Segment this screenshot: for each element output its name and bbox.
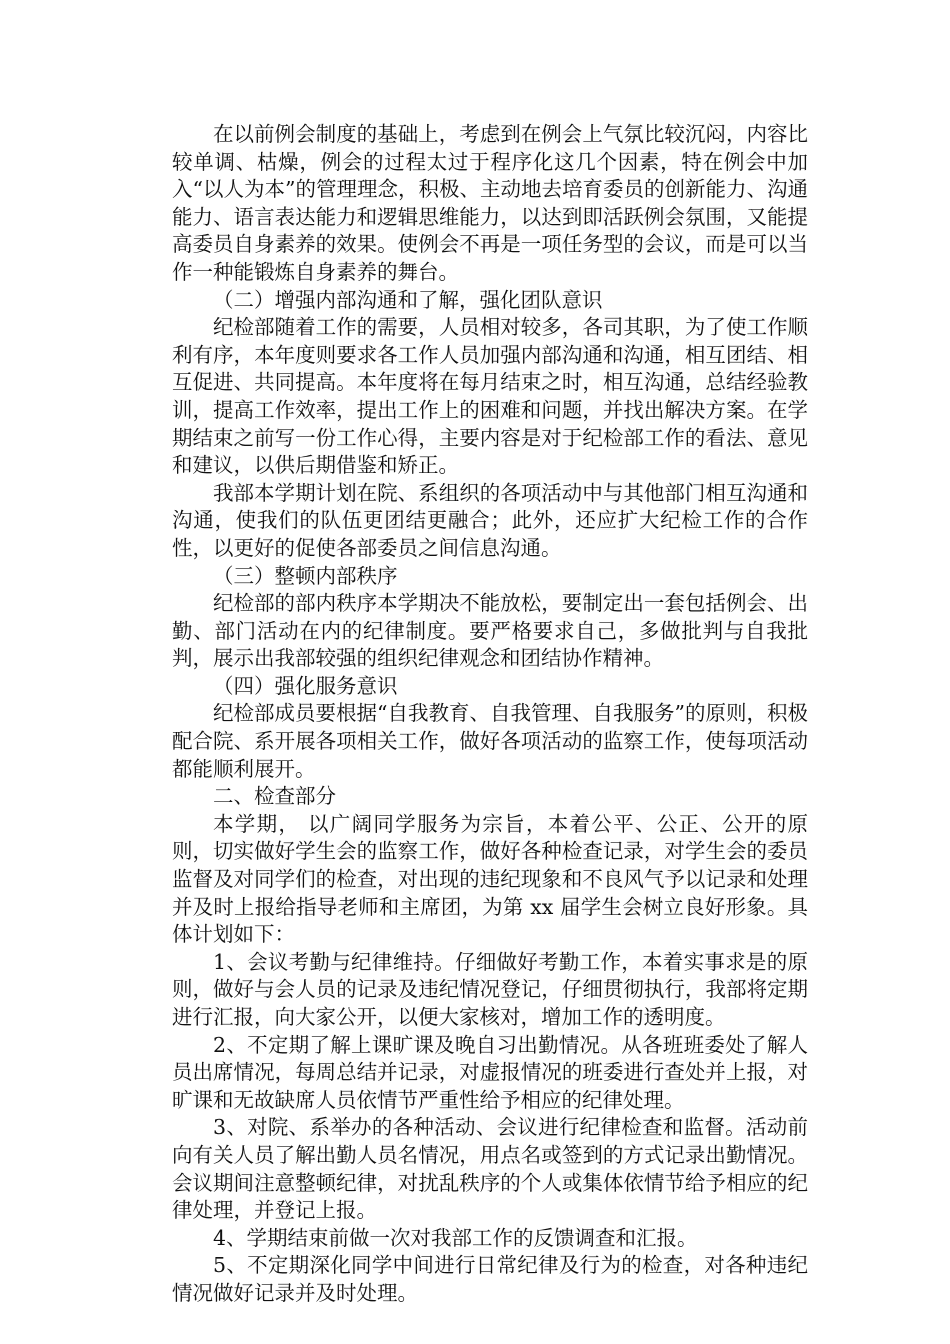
paragraph-internal-communication: 纪检部随着工作的需要，人员相对较多，各司其职，为了使工作顺利有序，本年度则要求各工作人员加强内部沟通和沟通，相互团结、相互促进、共同提高。本年度将在每月结束之时，相互沟通，总结经验教训，提高工作效率，提出工作上的困难和问题，并找出解决方案。在学期结束之前写一份工作心得，主要内容是对于纪检部工作的看法、意见和建议，以供后期借鉴和矫正。 [172,315,808,478]
list-item-daily-inspection: 5、不定期深化同学中间进行日常纪律及行为的检查，对各种违纪情况做好记录并及时处理。 [172,1253,808,1305]
list-item-event-supervision: 3、对院、系举办的各种活动、会议进行纪律检查和监督。活动前向有关人员了解出勤人员名情况，用点名或签到的方式记录出勤情况。会议期间注意整顿纪律，对扰乱秩序的个人或集体依情节给予相应的纪律处理，并登记上报。 [172,1115,808,1223]
paragraph-inspection-intro: 本学期， 以广阔同学服务为宗旨，本着公平、公正、公开的原则，切实做好学生会的监察工作，做好各种检查记录，对学生会的委员监督及对同学们的检查，对出现的违纪现象和不良风气予以记录和处理并及时上报给指导老师和主席团，为第 xx 届学生会树立良好形象。具体计划如下： [172,811,808,947]
list-item-feedback: 4、学期结束前做一次对我部工作的反馈调查和汇报。 [213,1225,698,1250]
list-item-class-attendance: 2、不定期了解上课旷课及晚自习出勤情况。从各班班委处了解人员出席情况，每周总结并记录，对虚报情况的班委进行查处并上报，对旷课和无故缺席人员依情节严重性给予相应的纪律处理。 [172,1032,808,1112]
paragraph-meeting-system: 在以前例会制度的基础上，考虑到在例会上气氛比较沉闷，内容比较单调、枯燥，例会的过程太过于程序化这几个因素，特在例会中加入“以人为本”的管理理念，积极、主动地去培育委员的创新能力、沟通能力、语言表达能力和逻辑思维能力，以达到即活跃例会氛围，又能提高委员自身素养的效果。使例会不再是一项任务型的会议，而是可以当作一种能锻炼自身素养的舞台。 [172,122,808,284]
list-item-attendance: 1、会议考勤与纪律维持。仔细做好考勤工作，本着实事求是的原则，做好与会人员的记录及违纪情况登记，仔细贯彻执行，我部将定期进行汇报，向大家公开，以便大家核对，增加工作的透明度。 [172,949,808,1029]
document-page [172,121,808,1308]
paragraph-internal-order: 纪检部的部内秩序本学期决不能放松，要制定出一套包括例会、出勤、部门活动在内的纪律制度。要严格要求自己，多做批判与自我批判，展示出我部较强的组织纪律观念和团结协作精神。 [172,591,808,671]
section-heading-inspection: 二、检查部分 [213,784,336,809]
section-heading-communication: （二）增强内部沟通和了解，强化团队意识 [213,287,603,312]
section-heading-internal-order: （三）整顿内部秩序 [213,563,398,588]
section-heading-service: （四）强化服务意识 [213,673,398,698]
paragraph-department-cooperation: 我部本学期计划在院、系组织的各项活动中与其他部门相互沟通和沟通，使我们的队伍更团结更融合；此外，还应扩大纪检工作的合作性，以更好的促使各部委员之间信息沟通。 [172,480,808,560]
paragraph-service: 纪检部成员要根据“自我教育、自我管理、自我服务”的原则，积极配合院、系开展各项相关工作，做好各项活动的监察工作，使每项活动都能顺利展开。 [172,701,808,781]
